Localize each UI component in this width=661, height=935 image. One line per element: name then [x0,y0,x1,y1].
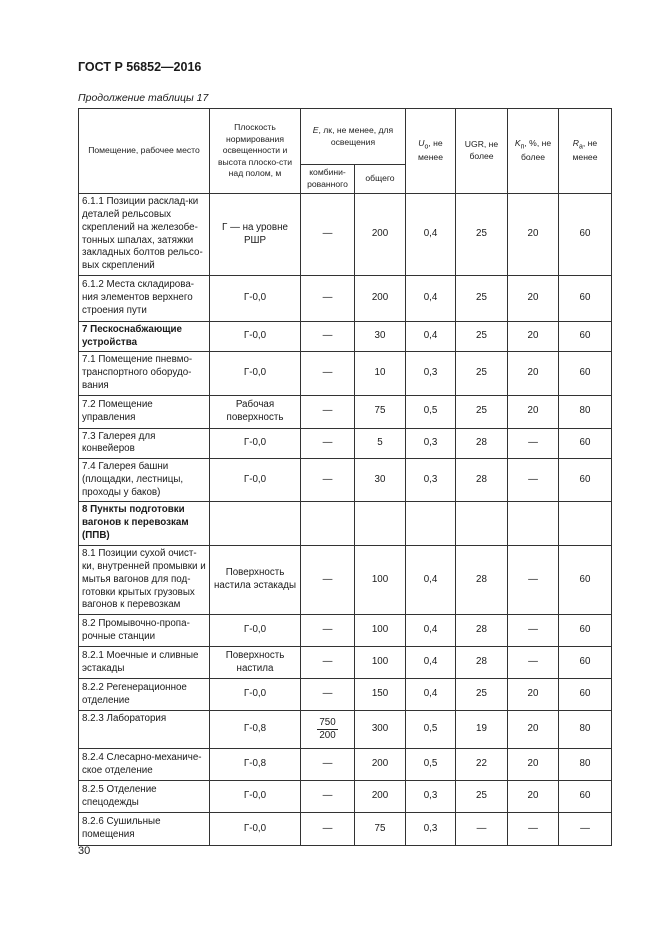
ra-label: , не менее [572,138,598,163]
table-row [79,322,612,352]
row-label: 7.2 Помещение управления [79,395,210,428]
cell-kp: 20 [508,781,559,813]
cell-combined: — [301,428,355,458]
col-header-kp [508,109,559,194]
empty-cell [559,502,612,546]
row-label: 7.1 Помещение пневмо-транспортного оборудо-вания [79,352,210,395]
cell-u0: 0,3 [406,813,456,846]
cell-kp: 20 [508,711,559,749]
cell-u0: 0,3 [406,352,456,395]
cell-general: 75 [355,813,406,846]
cell-general: 10 [355,352,406,395]
cell-plane: Г-0,0 [210,428,301,458]
cell-ra: 80 [559,749,612,781]
cell-general: 30 [355,459,406,502]
table-row [79,679,612,711]
row-label: 8.2.2 Регенерационное отделение [79,679,210,711]
e-group-label: , лк, не менее, для освещения [318,124,394,147]
cell-ugr: 19 [456,711,508,749]
cell-combined: — [301,615,355,647]
cell-ra: 60 [559,459,612,502]
cell-u0: 0,5 [406,749,456,781]
empty-cell [508,502,559,546]
cell-plane: Г-0,0 [210,352,301,395]
table-row [79,352,612,395]
cell-plane: Г-0,0 [210,459,301,502]
page-number: 30 [78,845,91,857]
col-header-illuminance [301,109,406,165]
cell-ra: 60 [559,428,612,458]
cell-combined: — [301,647,355,679]
fraction-denominator: 200 [319,729,336,741]
row-label: 6.1.2 Места складирова-ния элементов верхнего строения пути [79,276,210,322]
fraction-numerator: 750 [319,716,336,728]
col-header-plane: Плоскость нормирования освещенности и высота плоско-сти над полом, м [210,109,301,194]
cell-u0: 0,3 [406,459,456,502]
cell-u0: 0,4 [406,647,456,679]
cell-ugr: 28 [456,647,508,679]
cell-ra: 80 [559,711,612,749]
cell-u0: 0,4 [406,194,456,276]
cell-u0: 0,4 [406,276,456,322]
cell-general: 200 [355,194,406,276]
cell-u0: 0,3 [406,781,456,813]
cell-u0: 0,4 [406,546,456,615]
cell-general: 100 [355,546,406,615]
col-header-room: Помещение, рабочее место [79,109,210,194]
cell-plane: Г-0,8 [210,711,301,749]
table-row [79,781,612,813]
empty-cell [406,502,456,546]
cell-ugr: 25 [456,194,508,276]
cell-combined: — [301,546,355,615]
cell-u0: 0,5 [406,395,456,428]
cell-general: 75 [355,395,406,428]
cell-ugr: 25 [456,679,508,711]
cell-ugr: 22 [456,749,508,781]
cell-combined: — [301,749,355,781]
row-label: 7.4 Галерея башни (площадки, лестницы, проходы у баков) [79,459,210,502]
e-symbol: E [312,124,319,135]
cell-u0: 0,4 [406,615,456,647]
empty-cell [210,502,301,546]
cell-general: 150 [355,679,406,711]
cell-ugr: 25 [456,322,508,352]
col-header-u0 [406,109,456,194]
cell-plane: Поверхность настила [210,647,301,679]
ra-symbol: R [572,138,579,149]
row-label: 8.2.3 Лаборатория [79,711,210,749]
cell-ra: 60 [559,194,612,276]
cell-u0: 0,3 [406,428,456,458]
cell-plane: Рабочая поверхность [210,395,301,428]
cell-ra: — [559,813,612,846]
cell-ra: 60 [559,781,612,813]
table-caption: Продолжение таблицы 17 [78,92,209,104]
cell-combined: — [301,194,355,276]
u0-symbol: U [418,138,425,149]
empty-cell [301,502,355,546]
empty-cell [456,502,508,546]
cell-plane: Поверхность настила эстакады [210,546,301,615]
col-header-general: общего [355,165,406,194]
cell-kp: 20 [508,276,559,322]
cell-ra: 60 [559,546,612,615]
table-row [79,194,612,276]
u0-label: , не менее [418,138,443,163]
cell-ugr: 25 [456,352,508,395]
cell-combined: — [301,322,355,352]
cell-u0: 0,4 [406,322,456,352]
table-row-section [79,502,612,546]
table-row [79,615,612,647]
cell-plane: Г-0,0 [210,813,301,846]
cell-combined: — [301,813,355,846]
table-row [79,711,612,749]
cell-ugr: — [456,813,508,846]
cell-u0: 0,4 [406,679,456,711]
cell-ugr: 28 [456,428,508,458]
cell-general: 300 [355,711,406,749]
cell-ra: 80 [559,395,612,428]
cell-ugr: 28 [456,615,508,647]
cell-ra: 60 [559,615,612,647]
kp-symbol: K [514,138,521,149]
cell-plane: Г-0,8 [210,749,301,781]
row-label: 8.2.1 Моечные и сливные эстакады [79,647,210,679]
cell-combined: — [301,679,355,711]
cell-kp: — [508,615,559,647]
cell-ra: 60 [559,679,612,711]
cell-plane: Г — на уровне РШР [210,194,301,276]
table-row [79,459,612,502]
cell-general: 200 [355,781,406,813]
row-label: 8.2.4 Слесарно-механиче-ское отделение [79,749,210,781]
row-label-section: 7 Пескоснабжающие устройства [79,322,210,352]
cell-general: 200 [355,749,406,781]
cell-ugr: 25 [456,781,508,813]
cell-kp: 20 [508,679,559,711]
cell-ugr: 25 [456,276,508,322]
col-header-combined: комбини-рованного [301,165,355,194]
cell-kp: 20 [508,749,559,781]
cell-kp: — [508,647,559,679]
cell-kp: — [508,428,559,458]
row-label: 7.3 Галерея для конвейеров [79,428,210,458]
cell-kp: 20 [508,194,559,276]
cell-ra: 60 [559,352,612,395]
cell-combined: — [301,459,355,502]
cell-plane: Г-0,0 [210,322,301,352]
cell-kp: — [508,813,559,846]
cell-kp: — [508,459,559,502]
combined-fraction [317,717,337,742]
u0-subscript: o [424,143,429,151]
table-row [79,395,612,428]
row-label: 8.2.6 Сушильные помещения [79,813,210,846]
table-row [79,813,612,846]
table-row [79,428,612,458]
cell-general: 5 [355,428,406,458]
cell-ugr: 28 [456,459,508,502]
cell-kp: 20 [508,395,559,428]
cell-general: 200 [355,276,406,322]
table-row [79,276,612,322]
col-header-ugr: UGR, не более [456,109,508,194]
kp-subscript: п [520,143,525,151]
cell-general: 100 [355,647,406,679]
cell-general: 100 [355,615,406,647]
kp-label: , %, не более [520,138,552,163]
cell-kp: 20 [508,322,559,352]
cell-plane: Г-0,0 [210,615,301,647]
row-label: 8.1 Позиции сухой очист-ки, внутренней промывки и мытья вагонов для под-готовки крытых грузовых вагонов к перевозкам [79,546,210,615]
cell-plane: Г-0,0 [210,276,301,322]
table-row [79,749,612,781]
cell-combined: — [301,276,355,322]
cell-ra: 60 [559,322,612,352]
table-row [79,647,612,679]
lighting-norms-table [78,108,612,846]
cell-u0: 0,5 [406,711,456,749]
row-label: 8.2.5 Отделение спецодежды [79,781,210,813]
cell-kp: 20 [508,352,559,395]
cell-ugr: 25 [456,395,508,428]
cell-combined: — [301,781,355,813]
cell-plane: Г-0,0 [210,679,301,711]
table-row [79,546,612,615]
cell-ugr: 28 [456,546,508,615]
ra-subscript: a [579,143,583,151]
row-label: 6.1.1 Позиции расклад-ки деталей рельсовых скреплений на железобе-тонных шпалах, затяжки закладных болтов рельсо-вых скреплений [79,194,210,276]
cell-plane: Г-0,0 [210,781,301,813]
cell-combined: — [301,395,355,428]
empty-cell [355,502,406,546]
cell-ra: 60 [559,647,612,679]
row-label: 8.2 Промывочно-пропа-рочные станции [79,615,210,647]
cell-ra: 60 [559,276,612,322]
document-title: ГОСТ Р 56852—2016 [78,60,202,74]
cell-kp: — [508,546,559,615]
cell-combined: — [301,352,355,395]
cell-combined [301,711,355,749]
cell-general: 30 [355,322,406,352]
row-label-section: 8 Пункты подготовки вагонов к перевозкам (ППВ) [79,502,210,546]
col-header-ra [559,109,612,194]
